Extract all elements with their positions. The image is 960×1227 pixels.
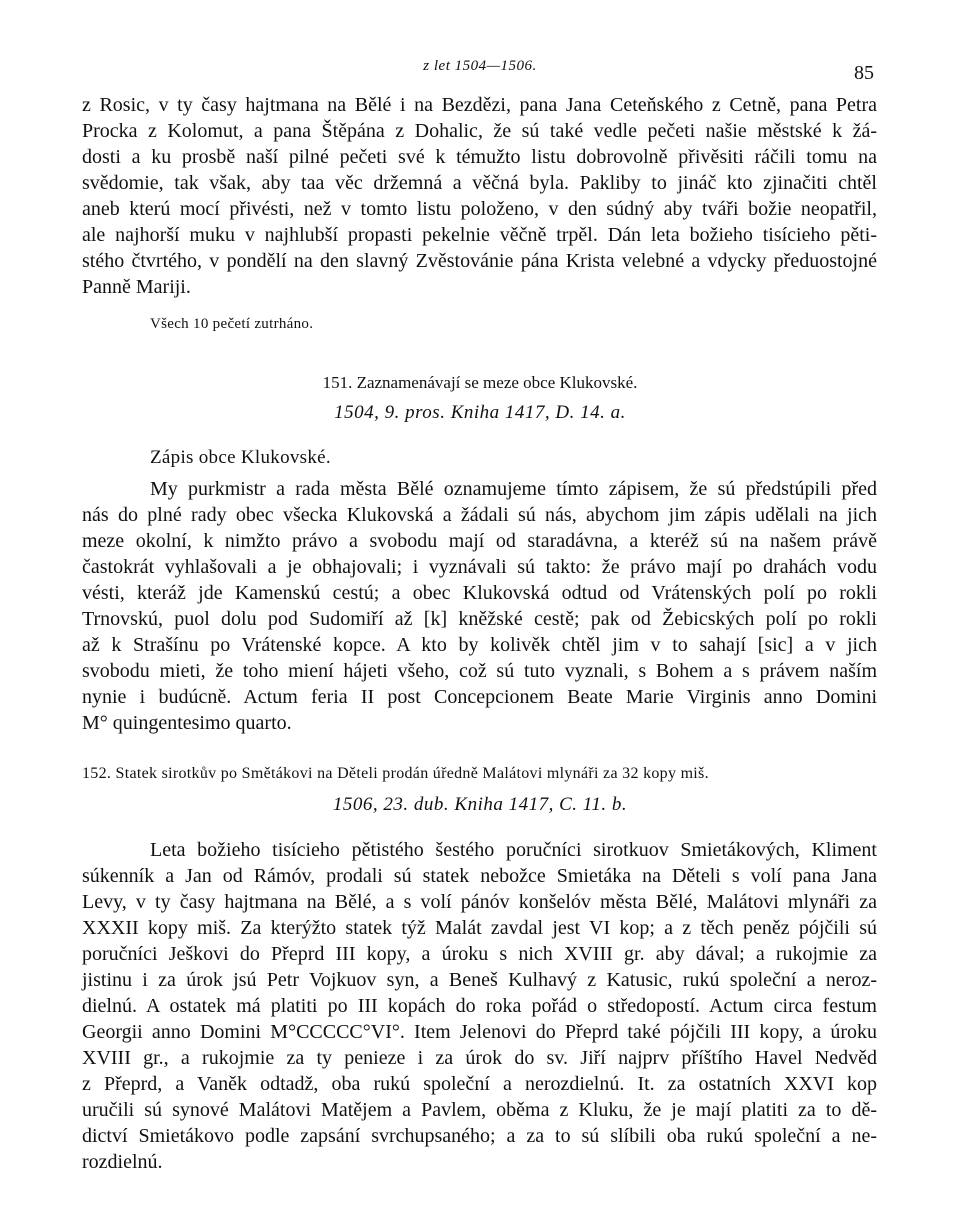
entry-151-dateline: 1504, 9. pros. Kniha 1417, D. 14. a. [334,402,626,423]
text-line: Panně Mariji. [82,276,191,298]
text-line: Leta božieho tisícieho pětistého šestého poručníci sirotkuov Smietákových, Kliment [150,839,877,861]
text-line: meze okolní, k nimžto právo a svobodu mají od staradávna, a kteréž sú na našem právě [82,530,877,552]
continued-paragraph [82,92,877,300]
text-line: Levy, v ty časy hajtmana na Bělé, a s volí pánóv konšelóv města Bělé, Malátovi mlynáři za [82,891,877,913]
text-line: z Přeprd, a Vaněk odtadž, oba rukú společní a nerozdielnú. It. za ostatních XXVI kop [82,1073,877,1095]
entry-151-subtitle: Zápis obce Klukovské. [150,447,331,468]
text-line: súkenník a Jan od Rámóv, prodali sú statek nebožce Smietáka na Děteli s volí pana Jana [82,865,877,887]
text-line: Trnovskú, puol dolu pod Sudomiří až [k] kněžské cestě; pak od Žebicských polí po rokli [82,608,877,630]
text-line: z Rosic, v ty časy hajtmana na Bělé i na Bezdězi, pana Jana Ceteňského z Cetně, pana Petra [82,94,877,116]
text-line: nynie i budúcně. Actum feria II post Concepcionem Beate Marie Virginis anno Domini [82,686,877,708]
entry-152-text [82,837,877,1175]
text-line: aneb kterú mocí přivésti, než v tomto listu položeno, v den súdný aby tváři božie neopatřil, [82,198,877,220]
text-line: nás do plné rady obec všecka Klukovská a žádali sú nás, abychom jim zápis udělali na jich [82,504,877,526]
text-line: stého čtvrtého, v pondělí na den slavný Zvěstovánie pána Krista velebné a vdycky předuostojné [82,250,877,272]
text-line: častokrát vyhlašovali a je obhajovali; i vyznávali sú takto: že právo mají po drahách vodu [82,556,877,578]
text-line: poručníci Ješkovi do Přeprd III kopy, a úroku s nich XVIII gr. aby dával; a rukojmie za [82,943,877,965]
text-line: až k Strašínu po Vrátenské kopce. A kto by kolivěk chtěl jim v to sahají [sic] a v jich [82,634,877,656]
text-line: svobodu mieti, že toho miení hájeti všeho, což sú tuto vyznali, s Bohem a s právem naším [82,660,877,682]
text-line: dielnú. A ostatek má platiti po III kopách do roka pořád o středopostí. Actum circa festum [82,995,877,1017]
text-line: dosti a ku prosbě naší pilné pečeti své k témužto listu dobrovolně přivěsiti ráčili tomu na [82,146,877,168]
text-line: Procka z Kolomut, a pana Štěpána z Dohalic, že sú také vedle pečeti našie městské k žá- [82,120,877,142]
text-line: dictví Smietákovo podle zapsání svrchupsaného; a za to sú slíbili oba rukú společní a ne- [82,1125,877,1147]
text-line: My purkmistr a rada města Bělé oznamujeme tímto zápisem, že sú předstúpili před [150,478,877,500]
entry-152-heading: 152. Statek sirotkův po Smětákovi na Děteli prodán úředně Malátovi mlynáři za 32 kopy miš. [82,765,709,782]
entry-152-dateline: 1506, 23. dub. Kniha 1417, C. 11. b. [332,794,628,815]
text-line: XVIII gr., a rukojmie za ty penieze i za úrok do sv. Jiří najprv příštího Havel Nedvěd [82,1047,877,1069]
text-line: ale najhorší muku v najhlubší propasti pekelnie věčně trpěl. Dán leta božieho tisícieho pěti- [82,224,877,246]
text-line: uručili sú synové Malátovi Matějem a Pavlem, oběma z Kluku, že je mají platiti za to dě- [82,1099,877,1121]
page-number: 85 [854,62,874,84]
text-line: vésti, kteráž jde Kamenskú cestú; a obec Klukovská odtud od Vrátenských polí po rokli [82,582,877,604]
entry-151-text [82,476,877,736]
text-line: Georgii anno Domini M°CCCCC°VI°. Item Jelenovi do Přeprd také pójčili III kopy, a úroku [82,1021,877,1043]
text-line: jistinu i za úrok jsú Petr Vojkuov syn, a Beneš Kulhavý z Katusic, rukú společní a neroz- [82,969,877,991]
seal-note: Všech 10 pečetí zutrháno. [150,316,314,332]
text-line: XXXII kopy miš. Za kterýžto statek týž Malát zavdal jest VI kop; a z těch peněz pójčili sú [82,917,877,939]
text-line: rozdielnú. [82,1151,163,1173]
text-line: svědomie, tak však, aby taa věc držemná a věčná byla. Pakliby to jináč kto zjinačiti chtěl [82,172,877,194]
text-line: M° quingentesimo quarto. [82,712,292,734]
entry-151-heading: 151. Zaznamenávají se meze obce Klukovské. [322,373,638,392]
running-head: z let 1504—1506. [423,58,537,74]
